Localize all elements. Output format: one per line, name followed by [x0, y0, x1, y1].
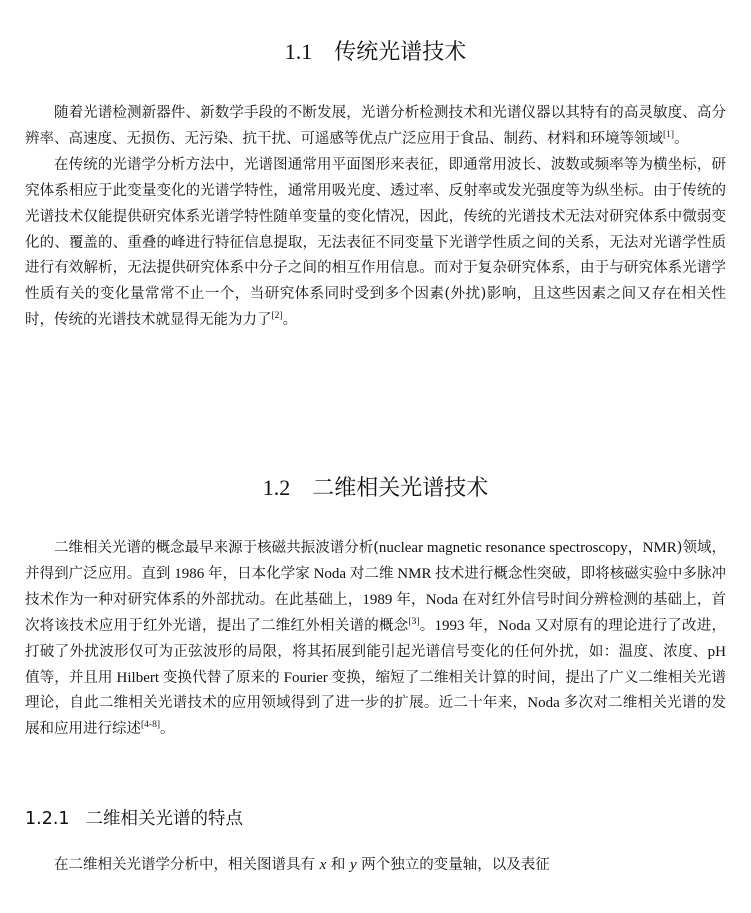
paragraph: [25, 101, 726, 153]
text-run: 多次对二维相关光谱的发展和应用进行综述: [25, 695, 727, 738]
section-1-2-1-body: [25, 853, 726, 879]
paragraph: [25, 153, 726, 334]
section-heading-1-2: [0, 473, 751, 504]
text-run: pH: [707, 643, 726, 660]
text-run: nuclear magnetic resonance spectroscopy，NMR: [378, 540, 677, 556]
text-run: 1989: [362, 591, 397, 608]
text-run: Noda: [425, 591, 463, 608]
section-number: 1.1: [284, 39, 313, 64]
text-run: 二维相关光谱的概念最早来源于核磁共振波谱分析(: [54, 540, 379, 556]
text-run: )领域，并得到广泛应用。直到: [25, 540, 726, 582]
paragraph-text: 随着光谱检测新器件、新数学手段的不断发展，光谱分析检测技术和光谱仪器以其特有的高灵敏度、高分辨率、高速度、无损伤、无污染、抗干扰、可遥感等优点广泛应用于食品、制药、材料和环境等领域: [25, 105, 726, 147]
variable-y: y: [350, 857, 357, 873]
text-run: Fourier: [279, 669, 332, 686]
text-run: 1993: [434, 617, 469, 634]
text-run: 对二维: [349, 565, 394, 582]
text-run: 变换代替了原来的: [162, 669, 280, 686]
paragraph-text: 在传统的光谱学分析方法中，光谱图通常用平面图形来表征，即通常用波长、波数或频率等为横坐标，研究体系相应于此变量变化的光谱学特性，通常用吸光度、透过率、反射率或发光强度等为纵坐标。由于传统的光谱技术仅能提供研究体系光谱学特性随单变量的变化情况，因此，传统的光谱技术无法对研究体系中微弱变化的、覆盖的、重叠的峰进行特征信息提取，无法表征不同变量下光谱学性质之间的关系，无法对光谱学性质进行有效解析，无法提供研究体系中分子之间的相互作用信息。而对于复杂研究体系，由于与研究体系光谱学性质有关的变化量常常不止一个，当研究体系同时受到多个因素(外扰)影响，且这些因素之间又存在相关性时，传统的光谱技术就显得无能为力了: [25, 156, 726, 329]
text-run: Noda: [527, 695, 564, 712]
subsection-heading-1-2-1: [25, 806, 243, 832]
subsection-title: 二维相关光谱的特点: [85, 809, 244, 829]
citation[interactable]: [4-8]: [141, 720, 160, 731]
citation[interactable]: [1]: [663, 129, 675, 140]
text-run: Hilbert: [112, 669, 163, 686]
text-run: 年，: [468, 617, 499, 634]
text-run: 在二维相关光谱学分析中，相关图谱具有: [54, 857, 315, 873]
text-run: 值等，并且用: [25, 669, 113, 686]
subsection-number: 1.2.1: [25, 809, 70, 829]
citation[interactable]: [2]: [271, 311, 283, 322]
variable-x: x: [319, 857, 327, 873]
section-title: 二维相关光谱技术: [312, 476, 489, 501]
punctuation: 。: [282, 312, 298, 329]
text-run: 年，日本化学家: [208, 565, 310, 582]
text-run: Noda: [309, 565, 350, 582]
text-run: NMR: [393, 565, 436, 582]
text-run: 变换，缩短了二维相关计算的时间，提出了广义二维相关光谱理论，自此二维相关光谱技术的应用领域得到了进一步的扩展。近二十年来，: [25, 669, 727, 712]
citation[interactable]: [3]: [408, 616, 420, 627]
section-1-1-body: [25, 101, 726, 334]
text-run: 技术进行概念性突破，即将核磁实验中多脉冲技术作为一种对研究体系的外部扰动。在此基础上，: [25, 565, 727, 608]
paragraph: [25, 853, 726, 879]
text-run: 。: [419, 617, 435, 634]
text-run: 又对原有的理论进行了改进，打破了外扰波形仅可为正弦波形的局限，将其拓展到能引起光谱信号变化的任何外扰，如：温度、浓度、: [25, 617, 727, 660]
punctuation: 。: [160, 721, 175, 738]
punctuation: 。: [674, 130, 689, 147]
text-run: 在对红外信号时间分辨检测的基础上，首次将该技术应用于红外光谱，提出了二维红外相关谱的概念: [25, 591, 727, 634]
section-number: 1.2: [262, 475, 291, 500]
text-run: 1986: [170, 565, 208, 582]
section-title: 传统光谱技术: [334, 40, 467, 65]
section-heading-1-1: [0, 37, 751, 68]
paragraph: [25, 536, 726, 743]
text-run: 两个独立的变量轴，以及表征: [361, 857, 550, 873]
section-1-2-body: [25, 536, 726, 743]
text-run: Noda: [498, 617, 535, 634]
text-run: 年，: [396, 591, 426, 608]
text-run: 和: [330, 857, 346, 873]
